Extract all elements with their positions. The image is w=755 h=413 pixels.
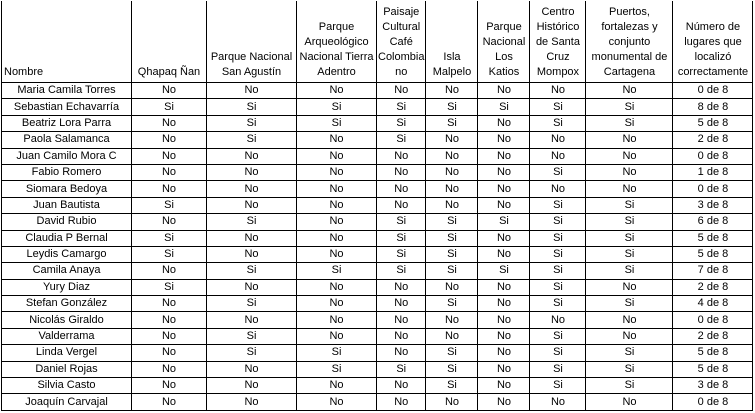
cell-cartagena: Si	[586, 296, 673, 312]
cell-tierra-adentro: No	[297, 312, 377, 328]
cell-cartagena: No	[586, 148, 673, 164]
cell-mompox: No	[530, 132, 586, 148]
cell-name: Sebastian Echavarría	[2, 99, 132, 115]
cell-total: 5 de 8	[673, 361, 753, 377]
cell-paisaje-cafe: No	[377, 164, 426, 180]
cell-paisaje-cafe: No	[377, 312, 426, 328]
cell-isla-malpelo: Si	[426, 99, 478, 115]
cell-los-katios: No	[478, 164, 530, 180]
cell-name: Linda Vergel	[2, 345, 132, 361]
table-row	[2, 164, 753, 180]
cell-total: 0 de 8	[673, 394, 753, 410]
cell-mompox: No	[530, 181, 586, 197]
cell-tierra-adentro: Si	[297, 345, 377, 361]
table-row	[2, 312, 753, 328]
header-mompox: Centro Histórico de Santa Cruz Mompox	[530, 1, 586, 83]
cell-los-katios: No	[478, 279, 530, 295]
cell-isla-malpelo: Si	[426, 378, 478, 394]
cell-name: Yury Diaz	[2, 279, 132, 295]
cell-total: 0 de 8	[673, 181, 753, 197]
cell-paisaje-cafe: Si	[377, 214, 426, 230]
cell-qhapaq-nan: No	[132, 378, 207, 394]
table-row	[2, 83, 753, 99]
cell-tierra-adentro: Si	[297, 115, 377, 131]
cell-name: Joaquín Carvajal	[2, 394, 132, 410]
cell-tierra-adentro: No	[297, 328, 377, 344]
cell-qhapaq-nan: No	[132, 132, 207, 148]
cell-name: Fabio Romero	[2, 164, 132, 180]
cell-name: Claudia P Bernal	[2, 230, 132, 246]
cell-san-agustin: No	[207, 181, 297, 197]
table-row	[2, 263, 753, 279]
cell-isla-malpelo: No	[426, 279, 478, 295]
cell-cartagena: Si	[586, 345, 673, 361]
cell-tierra-adentro: No	[297, 164, 377, 180]
cell-mompox: Si	[530, 164, 586, 180]
cell-tierra-adentro: Si	[297, 99, 377, 115]
cell-name: Paola Salamanca	[2, 132, 132, 148]
table-row	[2, 328, 753, 344]
cell-los-katios: Si	[478, 214, 530, 230]
cell-tierra-adentro: No	[297, 197, 377, 213]
cell-isla-malpelo: No	[426, 83, 478, 99]
cell-san-agustin: Si	[207, 296, 297, 312]
cell-qhapaq-nan: Si	[132, 99, 207, 115]
cell-cartagena: Si	[586, 197, 673, 213]
cell-qhapaq-nan: No	[132, 361, 207, 377]
table-row	[2, 99, 753, 115]
cell-paisaje-cafe: No	[377, 394, 426, 410]
cell-san-agustin: Si	[207, 328, 297, 344]
cell-isla-malpelo: Si	[426, 115, 478, 131]
cell-qhapaq-nan: No	[132, 328, 207, 344]
cell-total: 3 de 8	[673, 197, 753, 213]
cell-san-agustin: Si	[207, 132, 297, 148]
cell-name: Leydis Camargo	[2, 246, 132, 262]
cell-tierra-adentro: No	[297, 132, 377, 148]
cell-mompox: Si	[530, 115, 586, 131]
cell-los-katios: No	[478, 197, 530, 213]
cell-tierra-adentro: No	[297, 296, 377, 312]
cell-isla-malpelo: No	[426, 181, 478, 197]
cell-san-agustin: No	[207, 279, 297, 295]
cell-total: 2 de 8	[673, 132, 753, 148]
cell-san-agustin: Si	[207, 99, 297, 115]
cell-cartagena: No	[586, 132, 673, 148]
cell-mompox: Si	[530, 328, 586, 344]
cell-mompox: Si	[530, 279, 586, 295]
cell-total: 1 de 8	[673, 164, 753, 180]
cell-mompox: Si	[530, 214, 586, 230]
cell-san-agustin: Si	[207, 345, 297, 361]
cell-san-agustin: No	[207, 83, 297, 99]
cell-san-agustin: No	[207, 312, 297, 328]
cell-isla-malpelo: Si	[426, 361, 478, 377]
cell-mompox: Si	[530, 345, 586, 361]
cell-cartagena: Si	[586, 263, 673, 279]
cell-name: Valderrama	[2, 328, 132, 344]
cell-paisaje-cafe: No	[377, 148, 426, 164]
cell-san-agustin: No	[207, 230, 297, 246]
cell-qhapaq-nan: Si	[132, 246, 207, 262]
results-table	[1, 1, 753, 411]
cell-los-katios: No	[478, 132, 530, 148]
cell-tierra-adentro: No	[297, 279, 377, 295]
cell-los-katios: No	[478, 378, 530, 394]
cell-paisaje-cafe: Si	[377, 361, 426, 377]
cell-cartagena: Si	[586, 230, 673, 246]
cell-paisaje-cafe: Si	[377, 132, 426, 148]
cell-san-agustin: No	[207, 394, 297, 410]
cell-los-katios: Si	[478, 99, 530, 115]
cell-cartagena: No	[586, 164, 673, 180]
cell-total: 7 de 8	[673, 263, 753, 279]
cell-qhapaq-nan: No	[132, 296, 207, 312]
cell-tierra-adentro: Si	[297, 263, 377, 279]
cell-qhapaq-nan: Si	[132, 279, 207, 295]
cell-los-katios: No	[478, 296, 530, 312]
table-row	[2, 115, 753, 131]
cell-san-agustin: No	[207, 246, 297, 262]
cell-cartagena: Si	[586, 246, 673, 262]
cell-name: Maria Camila Torres	[2, 83, 132, 99]
cell-isla-malpelo: No	[426, 312, 478, 328]
cell-cartagena: Si	[586, 361, 673, 377]
cell-total: 0 de 8	[673, 83, 753, 99]
cell-los-katios: Si	[478, 263, 530, 279]
cell-total: 5 de 8	[673, 246, 753, 262]
cell-san-agustin: No	[207, 378, 297, 394]
cell-isla-malpelo: No	[426, 132, 478, 148]
cell-mompox: Si	[530, 361, 586, 377]
header-qhapaq-nan: Qhapaq Ñan	[132, 1, 207, 83]
cell-tierra-adentro: No	[297, 246, 377, 262]
cell-total: 2 de 8	[673, 279, 753, 295]
cell-paisaje-cafe: Si	[377, 115, 426, 131]
cell-name: Juan Camilo Mora C	[2, 148, 132, 164]
cell-name: Beatriz Lora Parra	[2, 115, 132, 131]
cell-mompox: No	[530, 312, 586, 328]
cell-san-agustin: Si	[207, 263, 297, 279]
header-isla-malpelo: Isla Malpelo	[426, 1, 478, 83]
cell-cartagena: No	[586, 181, 673, 197]
header-tierra-adentro: Parque Arqueológico Nacional Tierra Adentro	[297, 1, 377, 83]
cell-san-agustin: No	[207, 148, 297, 164]
cell-tierra-adentro: No	[297, 214, 377, 230]
table-row	[2, 345, 753, 361]
cell-isla-malpelo: Si	[426, 345, 478, 361]
cell-qhapaq-nan: No	[132, 394, 207, 410]
cell-mompox: No	[530, 394, 586, 410]
cell-cartagena: Si	[586, 378, 673, 394]
cell-san-agustin: No	[207, 197, 297, 213]
cell-paisaje-cafe: No	[377, 296, 426, 312]
cell-total: 4 de 8	[673, 296, 753, 312]
table-row	[2, 181, 753, 197]
cell-los-katios: No	[478, 230, 530, 246]
cell-qhapaq-nan: No	[132, 115, 207, 131]
cell-total: 5 de 8	[673, 115, 753, 131]
header-row	[2, 1, 753, 83]
cell-qhapaq-nan: No	[132, 345, 207, 361]
cell-name: Stefan González	[2, 296, 132, 312]
cell-los-katios: No	[478, 361, 530, 377]
cell-san-agustin: No	[207, 361, 297, 377]
table-row	[2, 394, 753, 410]
cell-name: David Rubio	[2, 214, 132, 230]
cell-isla-malpelo: No	[426, 197, 478, 213]
cell-paisaje-cafe: No	[377, 328, 426, 344]
table-row	[2, 296, 753, 312]
cell-total: 5 de 8	[673, 230, 753, 246]
table-row	[2, 361, 753, 377]
cell-cartagena: No	[586, 312, 673, 328]
cell-cartagena: No	[586, 279, 673, 295]
table-row	[2, 197, 753, 213]
header-total: Número de lugares que localizó correctamente	[673, 1, 753, 83]
cell-paisaje-cafe: Si	[377, 230, 426, 246]
cell-los-katios: No	[478, 328, 530, 344]
cell-los-katios: No	[478, 246, 530, 262]
cell-name: Siomara Bedoya	[2, 181, 132, 197]
cell-san-agustin: Si	[207, 214, 297, 230]
cell-los-katios: No	[478, 181, 530, 197]
header-san-agustin: Parque Nacional San Agustín	[207, 1, 297, 83]
table-row	[2, 246, 753, 262]
table-body	[2, 83, 753, 411]
cell-cartagena: Si	[586, 99, 673, 115]
cell-los-katios: No	[478, 345, 530, 361]
table-row	[2, 279, 753, 295]
cell-tierra-adentro: Si	[297, 361, 377, 377]
cell-paisaje-cafe: Si	[377, 263, 426, 279]
cell-mompox: No	[530, 83, 586, 99]
cell-qhapaq-nan: Si	[132, 197, 207, 213]
cell-qhapaq-nan: No	[132, 263, 207, 279]
header-cartagena: Puertos, fortalezas y conjunto monumental de Cartagena	[586, 1, 673, 83]
header-paisaje-cafe: Paisaje Cultural Café Colombia no	[377, 1, 426, 83]
cell-isla-malpelo: No	[426, 328, 478, 344]
cell-los-katios: No	[478, 83, 530, 99]
header-los-katios: Parque Nacional Los Katios	[478, 1, 530, 83]
cell-san-agustin: No	[207, 164, 297, 180]
cell-isla-malpelo: No	[426, 148, 478, 164]
cell-paisaje-cafe: No	[377, 197, 426, 213]
cell-qhapaq-nan: Si	[132, 230, 207, 246]
cell-isla-malpelo: Si	[426, 246, 478, 262]
cell-paisaje-cafe: No	[377, 345, 426, 361]
cell-total: 2 de 8	[673, 328, 753, 344]
cell-qhapaq-nan: No	[132, 214, 207, 230]
cell-qhapaq-nan: No	[132, 148, 207, 164]
table-row	[2, 230, 753, 246]
cell-los-katios: No	[478, 115, 530, 131]
table-row	[2, 148, 753, 164]
cell-total: 3 de 8	[673, 378, 753, 394]
cell-mompox: Si	[530, 197, 586, 213]
cell-mompox: Si	[530, 230, 586, 246]
cell-isla-malpelo: Si	[426, 263, 478, 279]
cell-tierra-adentro: No	[297, 378, 377, 394]
cell-cartagena: Si	[586, 214, 673, 230]
cell-mompox: Si	[530, 378, 586, 394]
cell-total: 5 de 8	[673, 345, 753, 361]
cell-paisaje-cafe: Si	[377, 99, 426, 115]
cell-los-katios: No	[478, 394, 530, 410]
cell-mompox: No	[530, 148, 586, 164]
cell-isla-malpelo: Si	[426, 214, 478, 230]
cell-paisaje-cafe: No	[377, 181, 426, 197]
cell-name: Juan Bautista	[2, 197, 132, 213]
cell-paisaje-cafe: No	[377, 83, 426, 99]
cell-qhapaq-nan: No	[132, 83, 207, 99]
cell-name: Camila Anaya	[2, 263, 132, 279]
cell-mompox: Si	[530, 263, 586, 279]
cell-paisaje-cafe: Si	[377, 246, 426, 262]
cell-san-agustin: Si	[207, 115, 297, 131]
cell-tierra-adentro: No	[297, 230, 377, 246]
cell-paisaje-cafe: No	[377, 378, 426, 394]
cell-qhapaq-nan: No	[132, 164, 207, 180]
cell-los-katios: No	[478, 312, 530, 328]
cell-mompox: Si	[530, 99, 586, 115]
cell-paisaje-cafe: No	[377, 279, 426, 295]
cell-cartagena: No	[586, 394, 673, 410]
cell-isla-malpelo: No	[426, 164, 478, 180]
cell-cartagena: Si	[586, 115, 673, 131]
cell-tierra-adentro: No	[297, 148, 377, 164]
cell-cartagena: No	[586, 328, 673, 344]
cell-tierra-adentro: No	[297, 181, 377, 197]
cell-total: 0 de 8	[673, 148, 753, 164]
cell-isla-malpelo: No	[426, 394, 478, 410]
cell-cartagena: No	[586, 83, 673, 99]
table-row	[2, 132, 753, 148]
cell-total: 8 de 8	[673, 99, 753, 115]
cell-mompox: Si	[530, 296, 586, 312]
cell-tierra-adentro: No	[297, 394, 377, 410]
cell-name: Nicolás Giraldo	[2, 312, 132, 328]
cell-name: Silvia Casto	[2, 378, 132, 394]
cell-isla-malpelo: Si	[426, 296, 478, 312]
cell-total: 0 de 8	[673, 312, 753, 328]
cell-total: 6 de 8	[673, 214, 753, 230]
cell-los-katios: No	[478, 148, 530, 164]
cell-tierra-adentro: No	[297, 83, 377, 99]
table-row	[2, 378, 753, 394]
table-row	[2, 214, 753, 230]
header-nombre: Nombre	[2, 1, 132, 83]
cell-name: Daniel Rojas	[2, 361, 132, 377]
cell-isla-malpelo: Si	[426, 230, 478, 246]
cell-qhapaq-nan: No	[132, 312, 207, 328]
cell-qhapaq-nan: No	[132, 181, 207, 197]
cell-mompox: Si	[530, 246, 586, 262]
